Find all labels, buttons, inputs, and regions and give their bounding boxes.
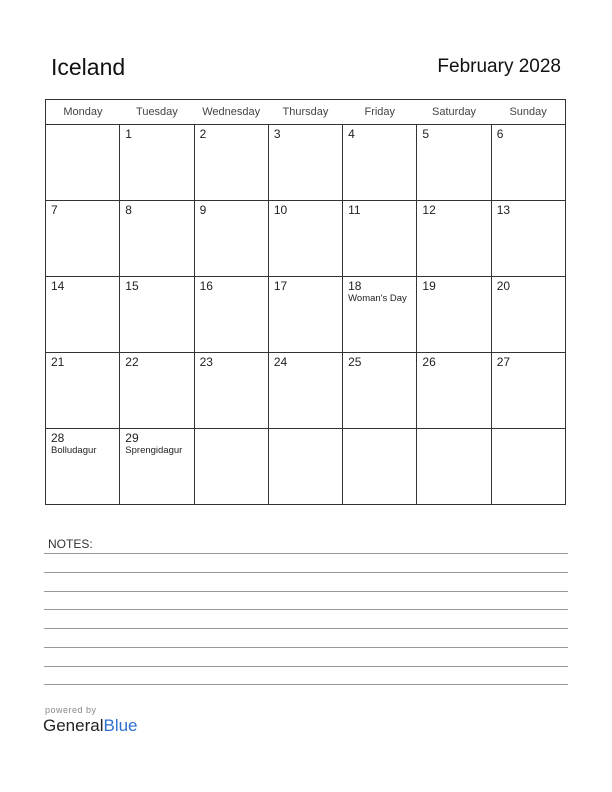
note-line[interactable] (44, 591, 568, 592)
day-cell (194, 353, 268, 429)
day-number: 18 (348, 279, 362, 293)
holiday-label: Sprengidagur (125, 445, 183, 456)
day-cell (194, 429, 268, 505)
day-number: 10 (273, 203, 288, 217)
day-cell (268, 429, 342, 505)
weekday-header: Thursday (268, 100, 342, 125)
day-number: 29 (125, 431, 139, 445)
day-number: 24 (273, 355, 288, 369)
weekday-header: Friday (343, 100, 417, 125)
day-cell (194, 125, 268, 201)
day-cell (417, 277, 491, 353)
day-cell (343, 125, 417, 201)
day-cell (268, 201, 342, 277)
day-cell (343, 277, 417, 353)
holiday-label: Woman's Day (348, 293, 407, 304)
day-cell (343, 429, 417, 505)
day-cell (417, 353, 491, 429)
day-cell (120, 277, 194, 353)
day-number: 15 (125, 279, 139, 293)
holiday-label: Bolludagur (51, 445, 97, 456)
day-number: 20 (496, 279, 511, 293)
day-cell (268, 353, 342, 429)
week-row (46, 201, 566, 277)
powered-by-text: powered by (45, 705, 97, 715)
day-number: 17 (273, 279, 288, 293)
day-cell (343, 201, 417, 277)
day-cell (491, 201, 565, 277)
day-number: 1 (125, 127, 132, 141)
month-title: February 2028 (437, 56, 561, 77)
day-cell (417, 125, 491, 201)
day-cell (417, 201, 491, 277)
day-number: 11 (348, 203, 361, 217)
notes-label: NOTES: (48, 537, 93, 551)
weekday-header-row (46, 100, 566, 125)
day-number: 22 (125, 355, 139, 369)
day-cell (491, 429, 565, 505)
day-cell (46, 277, 120, 353)
day-number: 12 (422, 203, 436, 217)
day-number: 21 (51, 355, 65, 369)
brand-logo[interactable] (43, 716, 138, 736)
weekday-header: Tuesday (120, 100, 194, 125)
day-cell (194, 277, 268, 353)
day-number: 28 (51, 431, 65, 445)
day-cell (46, 125, 120, 201)
day-cell (491, 125, 565, 201)
day-cell (120, 201, 194, 277)
day-number: 14 (51, 279, 65, 293)
brand-general-text: General (43, 716, 104, 735)
day-cell (194, 201, 268, 277)
day-cell (491, 353, 565, 429)
day-number: 2 (199, 127, 207, 141)
weekday-header: Saturday (417, 100, 491, 125)
note-line[interactable] (44, 666, 568, 667)
day-number: 5 (422, 127, 430, 141)
week-row (46, 277, 566, 353)
day-number: 25 (348, 355, 362, 369)
week-row (46, 429, 566, 505)
day-number: 3 (273, 127, 281, 141)
day-cell (46, 353, 120, 429)
day-number: 16 (199, 279, 213, 293)
day-cell (491, 277, 565, 353)
weekday-header: Sunday (491, 100, 565, 125)
brand-blue-text: Blue (103, 716, 138, 735)
note-line[interactable] (44, 609, 568, 610)
day-cell (268, 277, 342, 353)
note-line[interactable] (44, 628, 568, 629)
calendar-grid (45, 99, 566, 505)
day-cell (343, 353, 417, 429)
day-cell (120, 353, 194, 429)
day-cell (46, 201, 120, 277)
note-line[interactable] (44, 647, 568, 648)
day-cell (268, 125, 342, 201)
weekday-header: Monday (46, 100, 120, 125)
day-number: 8 (125, 203, 132, 217)
day-number: 9 (199, 203, 207, 217)
week-row (46, 125, 566, 201)
day-cell (46, 429, 120, 505)
day-cell (417, 429, 491, 505)
day-number: 13 (496, 203, 511, 217)
day-cell (120, 429, 194, 505)
day-number: 6 (496, 127, 504, 141)
note-line[interactable] (44, 553, 568, 554)
day-cell (120, 125, 194, 201)
country-title: Iceland (51, 54, 126, 80)
weekday-header: Wednesday (194, 100, 268, 125)
day-number: 19 (422, 279, 436, 293)
day-number: 23 (199, 355, 213, 369)
day-number: 7 (51, 203, 58, 217)
day-number: 4 (348, 127, 355, 141)
day-number: 26 (422, 355, 436, 369)
note-line[interactable] (44, 572, 568, 573)
note-line[interactable] (44, 684, 568, 685)
week-row (46, 353, 566, 429)
day-number: 27 (496, 355, 511, 369)
